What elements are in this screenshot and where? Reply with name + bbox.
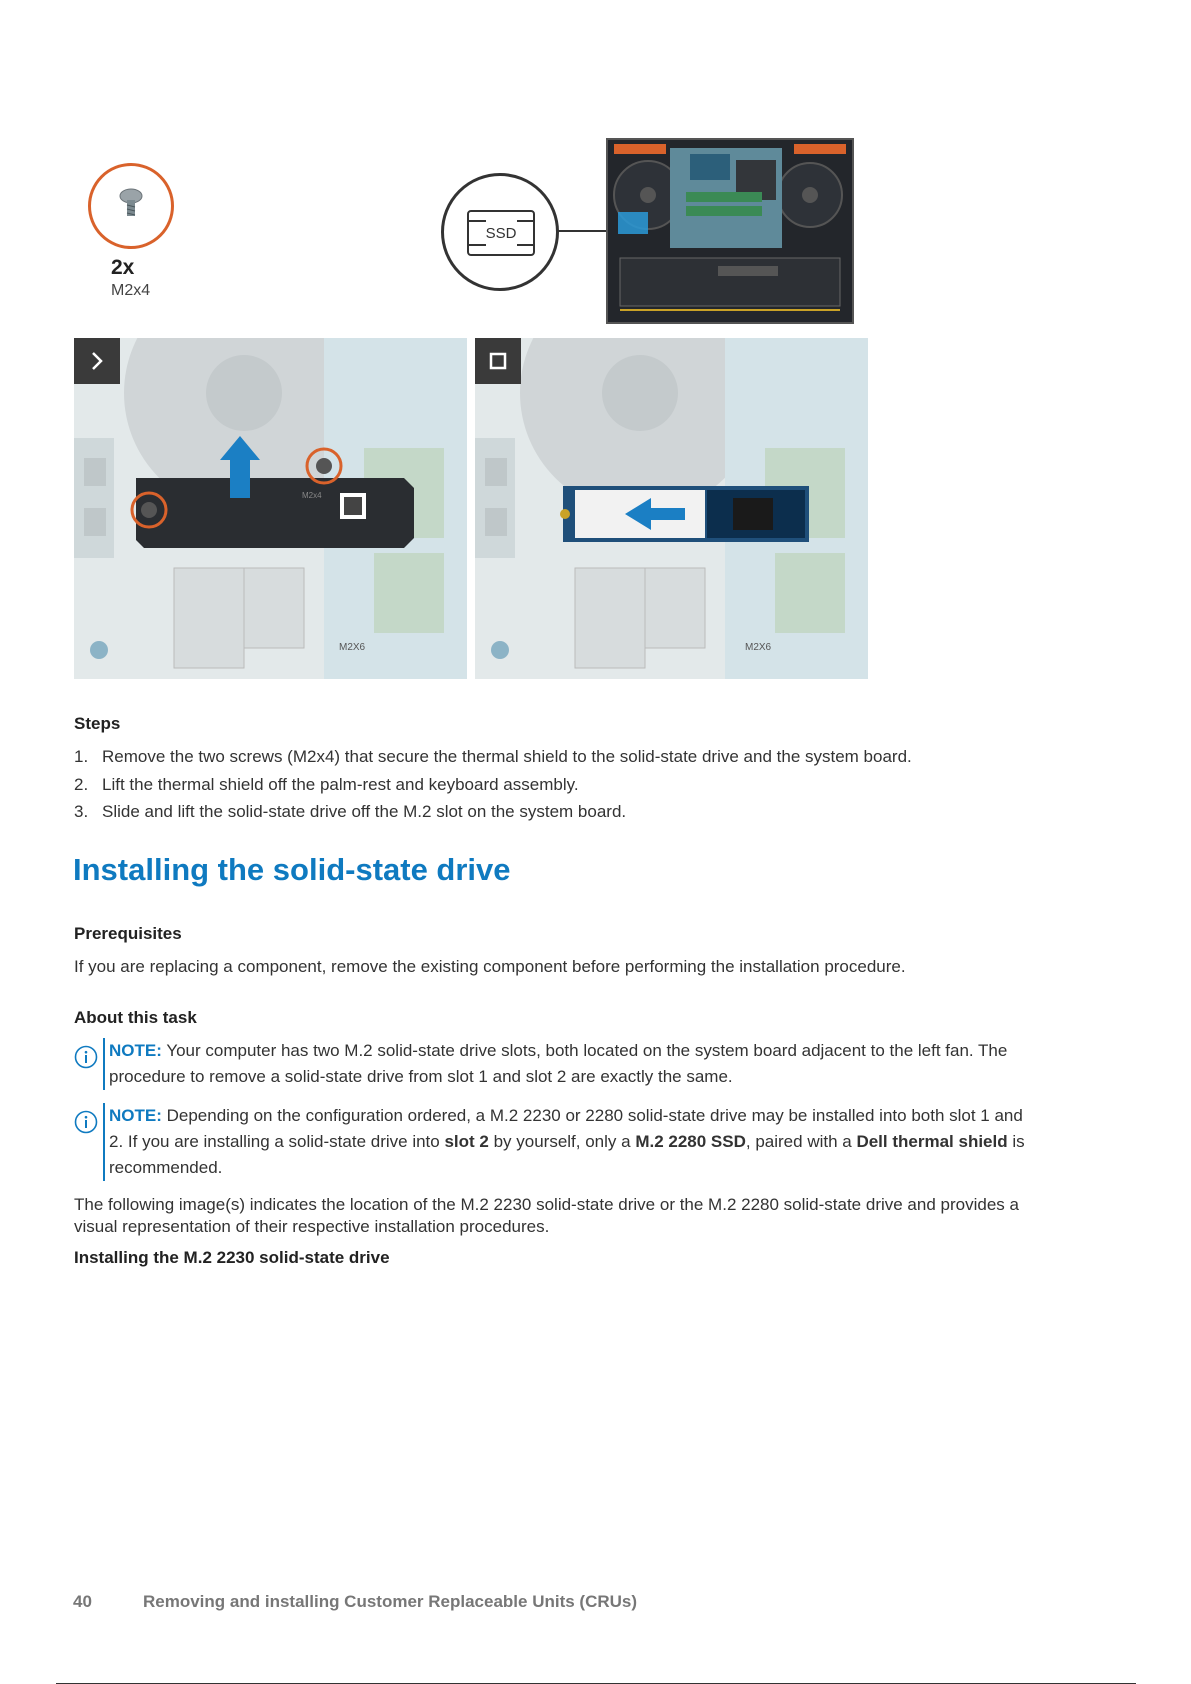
note-label: NOTE: — [109, 1106, 162, 1125]
laptop-overview-image — [606, 138, 854, 324]
prerequisites-text: If you are replacing a component, remove the existing component before performing the installation procedure. — [74, 957, 906, 976]
screw-quantity: 2x — [111, 256, 135, 279]
remove-ssd-image — [475, 338, 868, 679]
ssd-icon — [444, 176, 556, 288]
steps-heading: Steps — [74, 714, 121, 733]
note-text-1: NOTE: Your computer has two M.2 solid-state drive slots, both located on the system board adjacent to the left fan. The procedure to remove a solid-state drive from slot 1 and slot 2 are exactly the same. — [103, 1038, 1007, 1090]
note-box-2 — [74, 1103, 1119, 1183]
image-description: The following image(s) indicates the location of the M.2 2230 solid-state drive or the M.2 2280 solid-state drive and provides a visual representation of their respective installation procedures. — [74, 1195, 1019, 1236]
section-title: Installing the solid-state drive — [73, 852, 511, 887]
info-icon — [74, 1110, 98, 1134]
step-next-badge — [74, 338, 120, 384]
about-heading: About this task — [74, 1008, 197, 1027]
note-box-1 — [74, 1038, 1119, 1094]
ssd-label: SSD — [485, 225, 517, 242]
board-label-m2x4: M2x4 — [302, 491, 322, 500]
prerequisites-heading: Prerequisites — [74, 924, 182, 943]
chapter-title: Removing and installing Customer Replaceable Units (CRUs) — [143, 1592, 638, 1611]
chevron-right-icon — [86, 350, 108, 372]
board-label-m2x6-left: M2X6 — [339, 642, 366, 653]
callout-line — [557, 230, 607, 232]
remove-thermal-shield-image — [74, 338, 467, 679]
note-text-2: NOTE: Depending on the configuration ordered, a M.2 2230 or 2280 solid-state drive may be installed into both slot 1 and 2. If you are installing a solid-state drive into slot 2 by yourself, only a M.2 2280 SSD, paired with a Dell thermal shield is recommended. — [103, 1103, 1025, 1181]
step-stop-badge — [475, 338, 521, 384]
step-item: 3. Slide and lift the solid-state drive off the M.2 slot on the system board. — [74, 802, 627, 821]
step-item: 2. Lift the thermal shield off the palm-rest and keyboard assembly. — [74, 774, 579, 794]
steps-list — [74, 743, 1124, 826]
screw-type: M2x4 — [111, 282, 151, 299]
note-label: NOTE: — [109, 1041, 162, 1060]
info-icon — [74, 1045, 98, 1069]
screw-callout — [88, 163, 174, 249]
square-stop-icon — [487, 350, 509, 372]
page-number: 40 — [73, 1592, 92, 1611]
subheading-m2-2230: Installing the M.2 2230 solid-state drive — [74, 1248, 390, 1267]
screw-icon — [91, 166, 171, 246]
step-item: 1. Remove the two screws (M2x4) that secure the thermal shield to the solid-state drive and the system board. — [74, 747, 912, 766]
ssd-callout — [441, 173, 559, 291]
board-label-m2x6-right: M2X6 — [745, 642, 772, 653]
